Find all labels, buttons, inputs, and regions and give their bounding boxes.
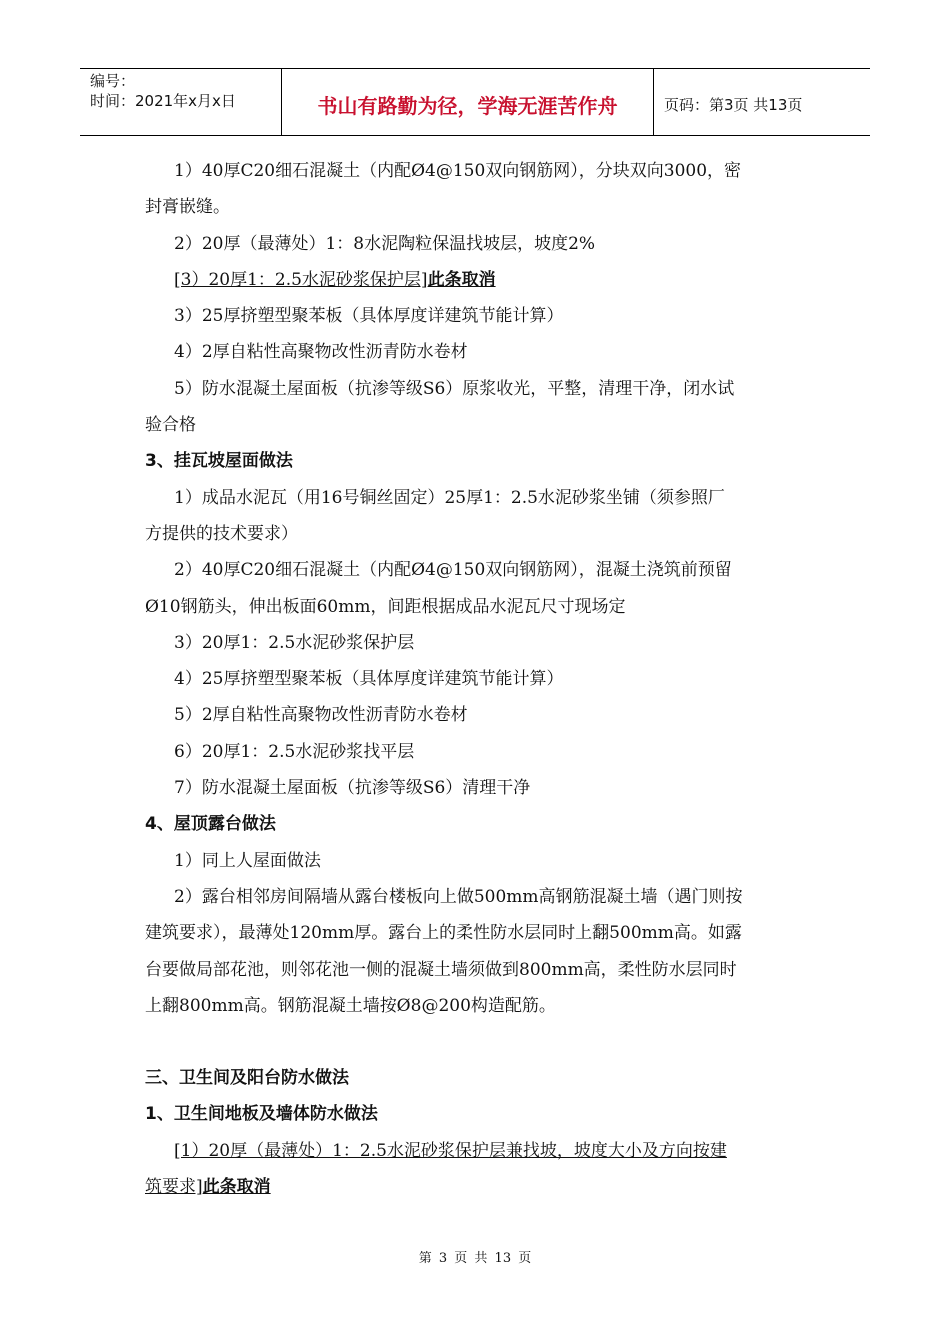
paragraph-line: 2）20厚（最薄处）1：8水泥陶粒保温找坡层，坡度2% <box>174 233 596 254</box>
header-left-cell <box>80 69 282 135</box>
cancelled-item <box>145 1133 813 1169</box>
paragraph-line: 2）露台相邻房间隔墙从露台楼板向上做500mm高钢筋混凝土墙（遇门则按 <box>174 886 743 907</box>
document-body <box>145 153 813 1205</box>
document-code: 编号： <box>90 72 136 90</box>
header-page-info: 页码：第3页 共13页 <box>664 95 803 114</box>
paragraph-line: 1）成品水泥瓦（用16号铜丝固定）25厚1：2.5水泥砂浆坐铺（须参照厂 <box>174 487 725 508</box>
cancelled-item <box>145 262 813 298</box>
paragraph-line: 1）40厚C20细石混凝土（内配Ø4@150双向钢筋网），分块双向3000，密 <box>174 161 742 181</box>
cancelled-text: 筑要求] <box>145 1177 203 1198</box>
paragraph-line: 上翻800mm高。钢筋混凝土墙按Ø8@200构造配筋。 <box>145 995 556 1016</box>
paragraph-line: 4）2厚自粘性高聚物改性沥青防水卷材 <box>174 342 468 363</box>
cancel-note: 此条取消 <box>427 269 496 290</box>
section-heading: 4、屋顶露台做法 <box>145 814 276 835</box>
paragraph-line: Ø10钢筋头，伸出板面60mm，间距根据成品水泥瓦尺寸现场定 <box>145 596 626 617</box>
paragraph-line: 6）20厚1：2.5水泥砂浆找平层 <box>174 741 415 762</box>
paragraph-line: 4）25厚挤塑型聚苯板（具体厚度详建筑节能计算） <box>174 669 564 690</box>
paragraph-line: 3）25厚挤塑型聚苯板（具体厚度详建筑节能计算） <box>174 306 564 327</box>
paragraph-line: 验合格 <box>145 415 196 436</box>
paragraph-line: 3）20厚1：2.5水泥砂浆保护层 <box>174 632 415 653</box>
paragraph-line: 封膏嵌缝。 <box>145 197 230 218</box>
chapter-heading: 三、卫生间及阳台防水做法 <box>145 1068 349 1089</box>
paragraph-line: 2）40厚C20细石混凝土（内配Ø4@150双向钢筋网），混凝土浇筑前预留 <box>174 560 732 581</box>
paragraph-line: 方提供的技术要求） <box>145 523 298 544</box>
paragraph-line: 5）2厚自粘性高聚物改性沥青防水卷材 <box>174 705 468 726</box>
paragraph-line: 1）同上人屋面做法 <box>174 850 321 871</box>
document-date: 时间：2021年x月x日 <box>90 92 236 110</box>
paragraph-line: 5）防水混凝土屋面板（抗渗等级S6）原浆收光，平整，清理干净，闭水试 <box>174 378 735 399</box>
cancelled-text: [3）20厚1：2.5水泥砂浆保护层] <box>174 269 428 290</box>
cancel-note: 此条取消 <box>202 1177 271 1198</box>
paragraph-line: 台要做局部花池，则邻花池一侧的混凝土墙须做到800mm高，柔性防水层同时 <box>145 959 737 980</box>
page-header <box>80 68 870 136</box>
cancelled-item <box>145 1169 813 1205</box>
section-heading: 1、卫生间地板及墙体防水做法 <box>145 1104 378 1125</box>
paragraph-line: 建筑要求），最薄处120mm厚。露台上的柔性防水层同时上翻500mm高。如露 <box>145 923 742 944</box>
paragraph-line: 7）防水混凝土屋面板（抗渗等级S6）清理干净 <box>174 778 531 799</box>
page-footer: 第 3 页 共 13 页 <box>418 1251 532 1266</box>
header-motto: 书山有路勤为径，学海无涯苦作舟 <box>282 69 654 135</box>
cancelled-text: [1）20厚（最薄处）1：2.5水泥砂浆保护层兼找坡，坡度大小及方向按建 <box>174 1140 727 1161</box>
spacer <box>145 1024 813 1060</box>
section-heading: 3、挂瓦坡屋面做法 <box>145 451 293 472</box>
